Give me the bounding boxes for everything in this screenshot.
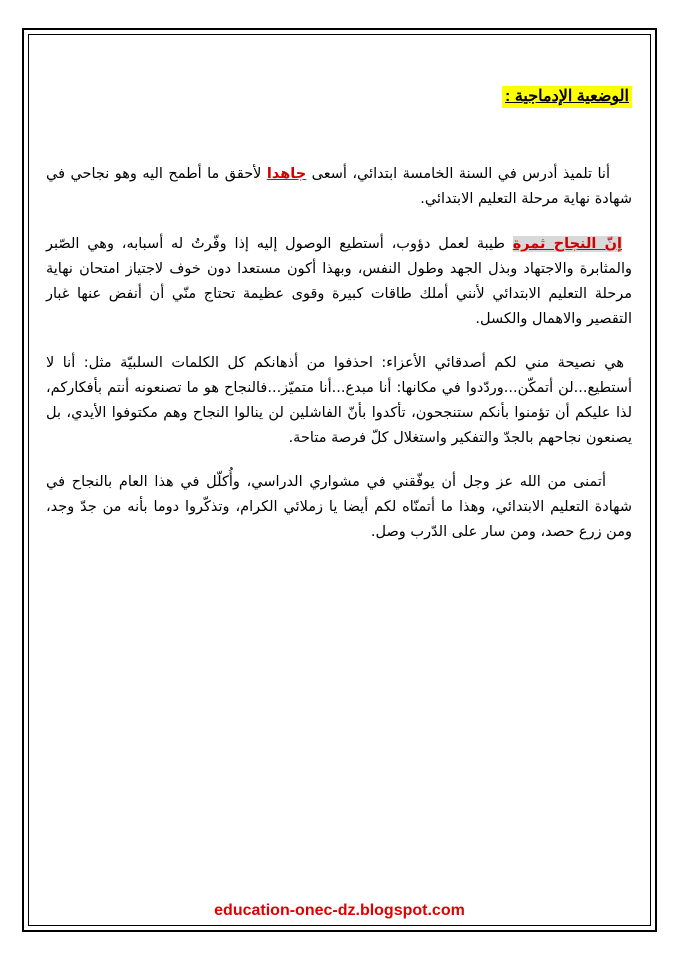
emphasis-phrase: إنّ النجاح ثمرة [512, 236, 622, 252]
paragraph-1-start: أنا تلميذ أدرس في السنة الخامسة ابتدائي، أسعى [306, 166, 610, 182]
paragraph-4: أتمنى من الله عز وجل أن يوفّقني في مشواري الدراسي، وأُكلّل في هذا العام بالنجاح في شهادة التعليم الابتدائي، وهذا ما أتمنّاه لكم أيضا يا زملائي الكرام، وتذكّروا دوما بأنه من جدّ وجد، ومن زرع حصد، ومن سار على الدّرب وصل. [46, 474, 632, 540]
paragraph-3: هي نصيحة مني لكم أصدقائي الأعزاء: احذفوا من أذهانكم كل الكلمات السلبيّة مثل: أنا لا أستطيع...لن أتمكّن...وردّدوا في مكانها: أنا مبدع...أنا متميّز...فالنجاح هو ما تصنعونه أنتم بأفكاركم، لذا عليكم أن تؤمنوا بأنكم ستنجحون، تأكدوا بأنّ الفاشلين لن ينالوا النجاح وهم مكتوفوا الأيدي، بل يصنعون نجاحهم بالجدّ والتفكير واستغلال كلّ فرصة متاحة. [46, 355, 632, 446]
paragraph-1-end: لأحقق ما أطمح اليه وهو نجاحي في شهادة نهاية مرحلة التعليم الابتدائي. [46, 166, 632, 207]
page-title: الوضعية الإدماجية : [502, 86, 632, 108]
paragraph-2 [46, 232, 632, 332]
emphasis-word: جاهدا [266, 166, 307, 182]
paragraph-2-text: طيبة لعمل دؤوب، أستطيع الوصول إليه إذا وفّرتُ له أسبابه، وهي الصّبر والمثابرة والاجتهاد وبذل الجهد وطول النفس، وبهذا أكون مستعدا دون خوف لاجتياز امتحان نهاية مرحلة التعليم الابتدائي لأنني أملك طاقات كبيرة وقوى عظيمة تحتاج منّي أن أنفض عنها غبار التقصير والاهمال والكسل. [46, 236, 632, 327]
paragraph-1 [46, 162, 632, 212]
footer-url: education-onec-dz.blogspot.com [214, 902, 465, 919]
